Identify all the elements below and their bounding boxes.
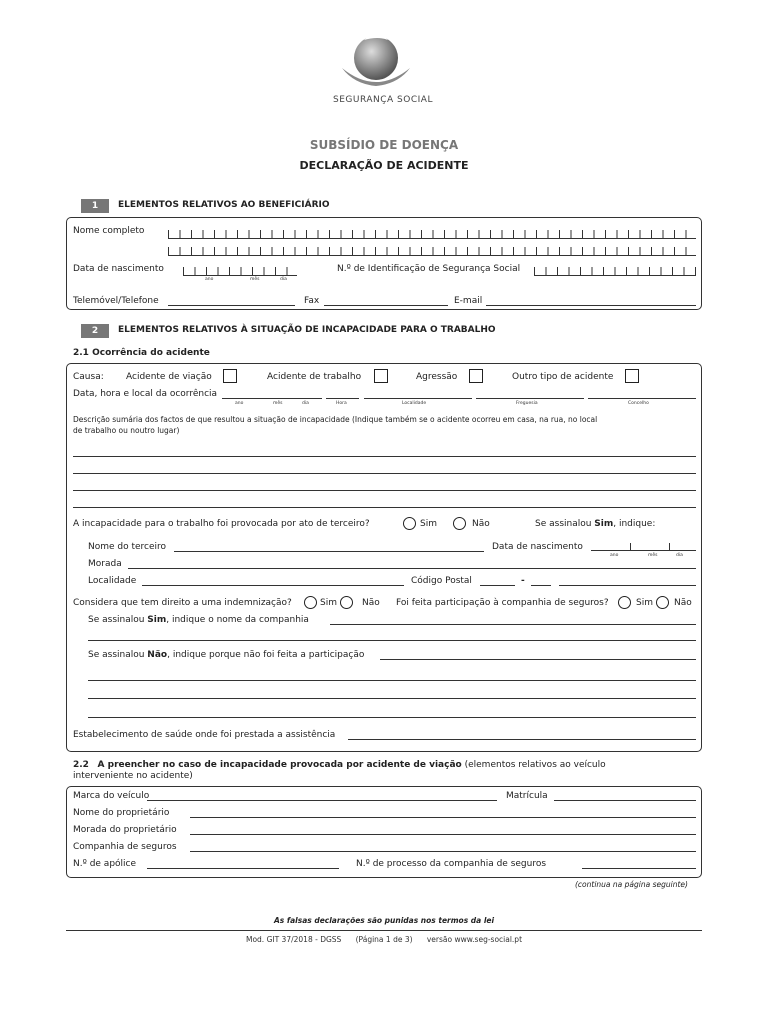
ocorrencia-concelho-field[interactable]	[588, 398, 696, 399]
terceiro-sim-label: Sim	[420, 519, 437, 529]
footer-divider	[66, 930, 702, 931]
seguros-question: Foi feita participação à companhia de seguros?	[396, 598, 609, 608]
companhia-label: Companhia de seguros	[73, 842, 177, 852]
seguranca-social-logo-icon	[338, 32, 414, 94]
nao-participacao-field-1[interactable]	[380, 659, 696, 660]
indemnizacao-question: Considera que tem direito a uma indemnização?	[73, 598, 292, 608]
footer-versao: versão www.seg-social.pt	[426, 935, 523, 944]
nome-completo-label: Nome completo	[73, 226, 145, 236]
indemnizacao-nao-label: Não	[362, 598, 380, 608]
outro-tipo-checkbox[interactable]	[625, 369, 639, 383]
nao-participacao-field-2[interactable]	[88, 680, 696, 681]
mes-label: mês	[250, 277, 260, 282]
niss-label: N.º de Identificação de Segurança Social	[337, 264, 521, 274]
se-assinalou-sim-indique: Se assinalou Sim, indique:	[535, 519, 656, 529]
ocorrencia-localidade-field[interactable]	[364, 398, 472, 399]
apolice-field[interactable]	[147, 868, 339, 869]
nome-terceiro-field[interactable]	[174, 551, 484, 552]
footer-info	[0, 935, 768, 944]
data-nasc-terceiro-field[interactable]	[591, 541, 696, 551]
nao-participacao-label: Se assinalou Não, indique porque não foi feita a participação	[88, 650, 365, 660]
occ-dia-label: dia	[302, 401, 309, 406]
dia-label: dia	[280, 277, 287, 282]
terceiro-question: A incapacidade para o trabalho foi provocada por ato de terceiro?	[73, 519, 370, 529]
descricao-label-2: de trabalho ou noutro lugar)	[73, 426, 180, 435]
sim-companhia-label: Se assinalou Sim, indique o nome da companhia	[88, 615, 309, 625]
terceiro-ano-label: ano	[610, 553, 619, 558]
morada-proprietario-field[interactable]	[190, 834, 696, 835]
apolice-label: N.º de apólice	[73, 859, 137, 869]
agressao-label: Agressão	[416, 372, 458, 382]
ano-label: ano	[205, 277, 214, 282]
seguros-sim-radio[interactable]	[618, 596, 631, 609]
email-label: E-mail	[454, 296, 483, 306]
companhia-field[interactable]	[190, 851, 696, 852]
nome-completo-field-1[interactable]	[168, 229, 696, 239]
descricao-line-3[interactable]	[73, 490, 696, 491]
estabelecimento-label: Estabelecimento de saúde onde foi prestada a assistência	[73, 730, 336, 740]
section-2-title: ELEMENTOS RELATIVOS À SITUAÇÃO DE INCAPACIDADE PARA O TRABALHO	[118, 325, 496, 335]
fax-label: Fax	[304, 296, 320, 306]
morada-field[interactable]	[128, 568, 696, 569]
occ-mes-label: mês	[273, 401, 283, 406]
nome-completo-field-2[interactable]	[168, 246, 696, 256]
footer-mod: Mod. GIT 37/2018 - DGSS	[245, 935, 342, 944]
marca-label: Marca do veículo	[73, 791, 150, 801]
nome-proprietario-label: Nome do proprietário	[73, 808, 170, 818]
ocorrencia-hora-field[interactable]	[326, 398, 359, 399]
form-subtitle: DECLARAÇÃO DE ACIDENTE	[299, 159, 469, 172]
ocorrencia-data-field[interactable]	[222, 398, 322, 399]
data-nascimento-label: Data de nascimento	[73, 264, 164, 274]
acidente-viacao-label: Acidente de viação	[126, 372, 212, 382]
niss-field[interactable]	[534, 266, 696, 276]
occ-concelho-label: Concelho	[628, 401, 649, 406]
indemnizacao-sim-radio[interactable]	[304, 596, 317, 609]
seguros-nao-radio[interactable]	[656, 596, 669, 609]
acidente-viacao-checkbox[interactable]	[223, 369, 237, 383]
codigo-postal-localidade-field[interactable]	[559, 585, 696, 586]
telemovel-field[interactable]	[168, 305, 295, 306]
localidade-field[interactable]	[142, 585, 404, 586]
indemnizacao-sim-label: Sim	[320, 598, 337, 608]
indemnizacao-nao-radio[interactable]	[340, 596, 353, 609]
occ-localidade-label: Localidade	[402, 401, 427, 406]
morada-label: Morada	[88, 559, 122, 569]
fax-field[interactable]	[324, 305, 448, 306]
companhia-nome-field[interactable]	[330, 624, 696, 625]
descricao-label-1: Descrição sumária dos factos de que resultou a situação de incapacidade (Indique também se o acidente ocorreu em casa, na rua, no local	[73, 415, 598, 424]
processo-label: N.º de processo da companhia de seguros	[356, 859, 547, 869]
subsection-2-1-title: 2.1 Ocorrência do acidente	[73, 348, 210, 358]
codigo-postal-field-1[interactable]	[480, 585, 515, 586]
codigo-postal-dash: -	[521, 576, 525, 586]
morada-proprietario-label: Morada do proprietário	[73, 825, 177, 835]
form-title: SUBSÍDIO DE DOENÇA	[309, 138, 459, 152]
logo	[338, 32, 414, 94]
nome-terceiro-label: Nome do terceiro	[88, 542, 167, 552]
seguros-nao-label: Não	[674, 598, 692, 608]
section-2-number: 2	[81, 324, 109, 338]
terceiro-nao-label: Não	[472, 519, 490, 529]
causa-label: Causa:	[73, 372, 104, 382]
seguros-sim-label: Sim	[636, 598, 653, 608]
acidente-trabalho-label: Acidente de trabalho	[267, 372, 362, 382]
data-hora-local-label: Data, hora e local da ocorrência	[73, 389, 218, 399]
telemovel-label: Telemóvel/Telefone	[73, 296, 159, 306]
terceiro-sim-radio[interactable]	[403, 517, 416, 530]
subsection-2-2-title-line2: interveniente no acidente)	[73, 771, 193, 781]
ocorrencia-freguesia-field[interactable]	[476, 398, 584, 399]
terceiro-dia-label: dia	[676, 553, 683, 558]
descricao-line-4[interactable]	[73, 507, 696, 508]
subsection-2-2-title: 2.2 A preencher no caso de incapacidade provocada por acidente de viação (elementos relativos ao veículo	[73, 760, 606, 770]
acidente-trabalho-checkbox[interactable]	[374, 369, 388, 383]
falsas-declaracoes: As falsas declarações são punidas nos termos da lei	[273, 916, 495, 925]
data-nasc-terceiro-label: Data de nascimento	[492, 542, 583, 552]
nome-proprietario-field[interactable]	[190, 817, 696, 818]
data-nascimento-field[interactable]	[183, 266, 297, 276]
email-field[interactable]	[486, 305, 696, 306]
processo-field[interactable]	[582, 868, 696, 869]
descricao-line-1[interactable]	[73, 456, 696, 457]
terceiro-mes-label: mês	[648, 553, 658, 558]
terceiro-nao-radio[interactable]	[453, 517, 466, 530]
section-1-number: 1	[81, 199, 109, 213]
continua-label: (continua na página seguinte)	[575, 880, 688, 889]
nao-participacao-field-3[interactable]	[88, 698, 696, 699]
estabelecimento-field[interactable]	[348, 739, 696, 740]
codigo-postal-field-2[interactable]	[531, 585, 551, 586]
matricula-label: Matrícula	[506, 791, 548, 801]
agressao-checkbox[interactable]	[469, 369, 483, 383]
codigo-postal-label: Código Postal	[411, 576, 472, 586]
section-1-title: ELEMENTOS RELATIVOS AO BENEFICIÁRIO	[118, 200, 330, 210]
occ-ano-label: ano	[235, 401, 244, 406]
localidade-label: Localidade	[88, 576, 137, 586]
nao-participacao-field-4[interactable]	[88, 717, 696, 718]
occ-freguesia-label: Freguesia	[516, 401, 538, 406]
marca-field[interactable]	[147, 800, 497, 801]
companhia-nome-field-2[interactable]	[88, 640, 696, 641]
outro-tipo-label: Outro tipo de acidente	[512, 372, 614, 382]
matricula-field[interactable]	[554, 800, 696, 801]
footer-pagina: (Página 1 de 3)	[355, 935, 413, 944]
occ-hora-label: Hora	[336, 401, 347, 406]
descricao-line-2[interactable]	[73, 473, 696, 474]
logo-text: SEGURANÇA SOCIAL	[333, 95, 433, 105]
